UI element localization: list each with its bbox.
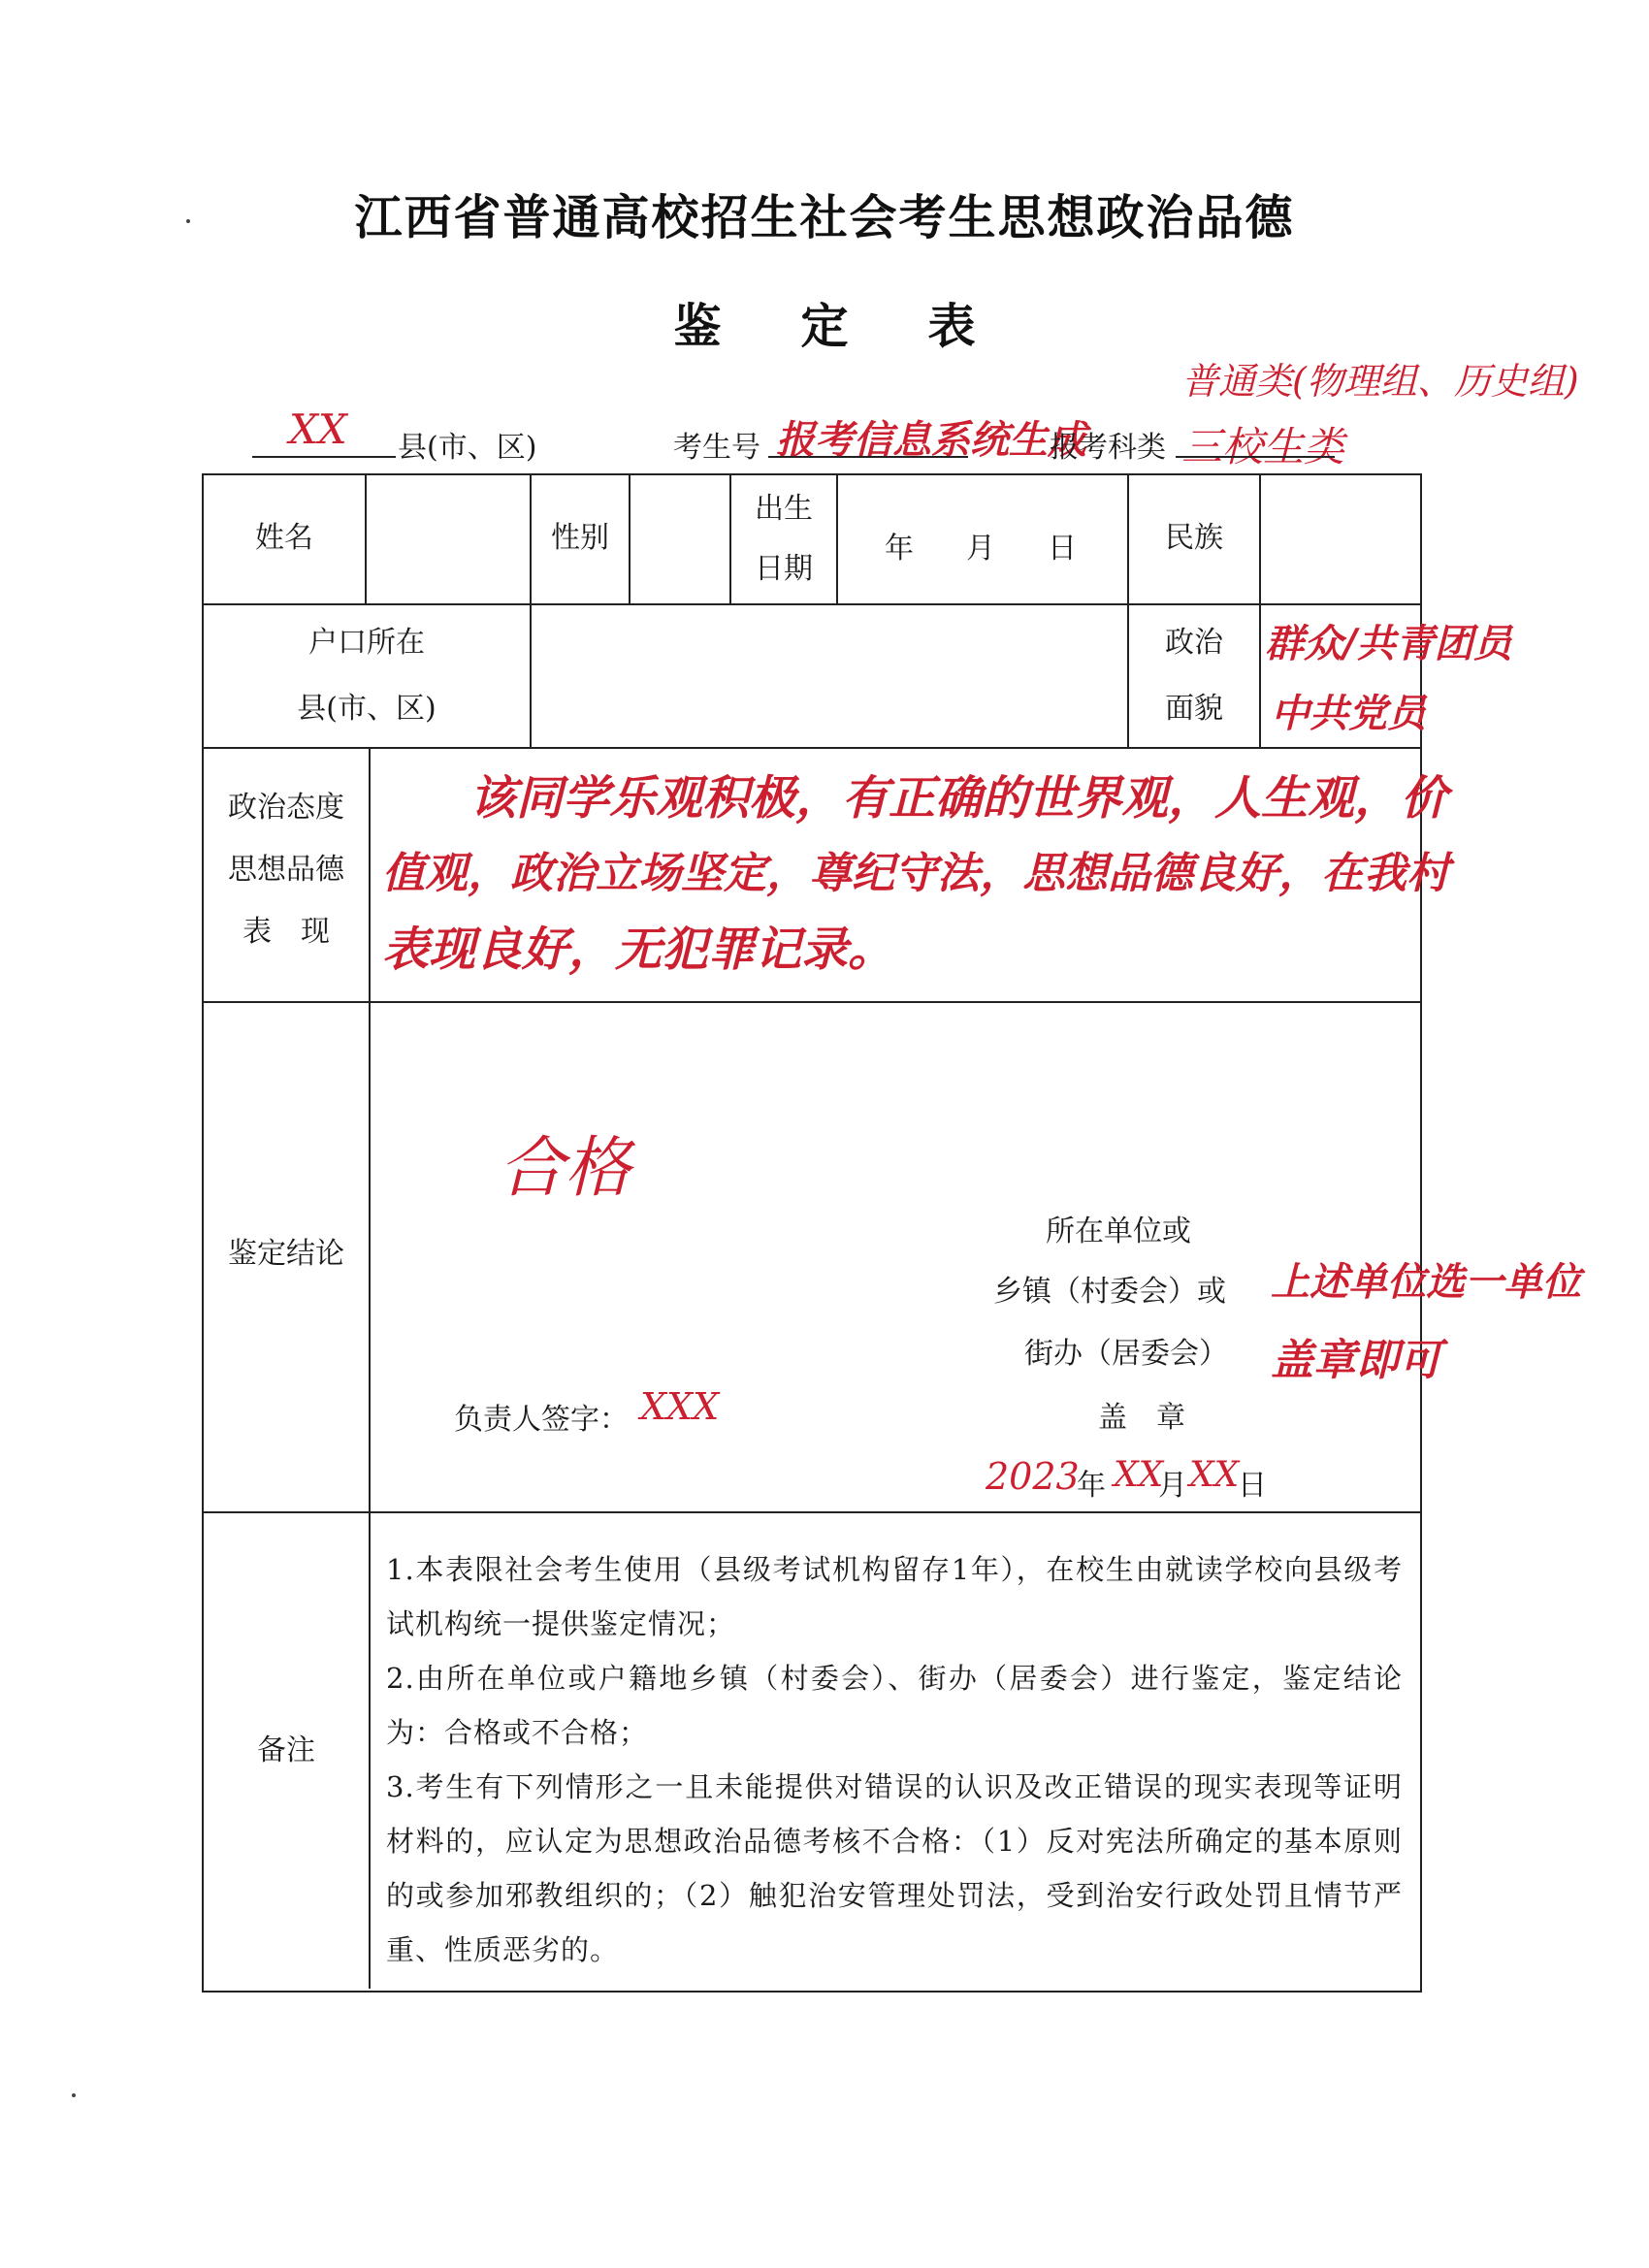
notes-list (386, 1542, 1403, 1977)
ethnicity-label: 民族 (1165, 521, 1223, 555)
conclusion-value: 合格 (499, 1130, 631, 1207)
category-value: 三校生类 (1181, 423, 1345, 470)
dob-label-2: 日期 (755, 552, 813, 586)
col-divider (369, 747, 371, 1989)
signer-value: XXX (640, 1385, 720, 1428)
category-label: 报考科类 (1050, 431, 1166, 465)
unit-line-4: 盖 章 (1098, 1401, 1185, 1435)
date-month-label: 月 (1158, 1469, 1187, 1503)
row-divider (202, 747, 1420, 749)
exam-no-underline (768, 456, 968, 458)
hukou-label-2: 县(市、区) (297, 692, 436, 726)
dob-year-label: 年 (885, 532, 914, 566)
row-divider (202, 1001, 1420, 1003)
row-divider (202, 1511, 1420, 1513)
unit-line-1: 所在单位或 (1046, 1215, 1191, 1248)
form-title: 江西省普通高校招生社会考生思想政治品德 (354, 190, 1295, 245)
category-underline (1176, 456, 1335, 458)
dob-month-label: 月 (966, 532, 995, 566)
exam-no-label: 考生号 (673, 431, 760, 465)
category-note: 普通类(物理组、历史组) (1181, 360, 1579, 403)
attitude-line-1: 该同学乐观积极，有正确的世界观，人生观，价 (469, 771, 1448, 826)
note-item: 2.由所在单位或户籍地乡镇（村委会）、街办（居委会）进行鉴定，鉴定结论为：合格或不合格； (386, 1662, 1403, 1749)
political-value-1: 群众/共青团员 (1265, 621, 1512, 666)
name-field[interactable] (367, 475, 530, 603)
attitude-line-2: 值观，政治立场坚定，尊纪守法，思想品德良好，在我村 (382, 849, 1449, 898)
unit-line-2: 乡镇（村委会）或 (993, 1275, 1226, 1309)
unit-note-1: 上述单位选一单位 (1271, 1259, 1581, 1305)
county-underline (252, 456, 396, 458)
unit-note-2: 盖章即可 (1271, 1336, 1441, 1385)
date-day: XX (1189, 1455, 1240, 1495)
date-day-label: 日 (1238, 1469, 1267, 1503)
notes-label: 备注 (257, 1733, 315, 1767)
gender-field[interactable] (630, 475, 729, 603)
note-item: 3.考生有下列情形之一且未能提供对错误的认识及改正错误的现实表现等证明材料的，应认定为思想政治品德考核不合格：（1）反对宪法所确定的基本原则的或参加邪教组织的；（2）触犯治安管理处罚法，受到治安行政处罚且情节严重、性质恶劣的。 (386, 1770, 1403, 1966)
conclusion-label: 鉴定结论 (228, 1237, 344, 1271)
hukou-label-1: 户口所在 (308, 626, 425, 660)
col-divider (1259, 603, 1261, 747)
county-label: 县(市、区) (398, 431, 537, 465)
attitude-line-3: 表现良好，无犯罪记录。 (382, 923, 895, 977)
signer-label: 负责人签字： (454, 1403, 629, 1437)
note-item: 1.本表限社会考生使用（县级考试机构留存1年），在校生由就读学校向县级考试机构统一提供鉴定情况； (386, 1553, 1403, 1640)
date-year-label: 年 (1077, 1469, 1106, 1503)
county-value: XX (289, 405, 347, 453)
date-month: XX (1114, 1455, 1164, 1495)
col-divider (836, 473, 838, 603)
name-label: 姓名 (255, 521, 313, 555)
date-year: 2023 (986, 1455, 1080, 1498)
hukou-field[interactable] (532, 605, 1127, 747)
dob-day-label: 日 (1048, 532, 1077, 566)
political-value-2: 中共党员 (1271, 691, 1426, 736)
political-label-2: 面貌 (1165, 692, 1223, 726)
ethnicity-field[interactable] (1261, 475, 1418, 603)
attitude-label-2: 思想品德 (228, 853, 344, 887)
gender-label: 性别 (551, 521, 609, 555)
attitude-label-1: 政治态度 (228, 791, 344, 825)
dob-label-1: 出生 (755, 492, 813, 526)
form-subtitle: 鉴定表 (673, 299, 1055, 354)
unit-line-3: 街办（居委会） (1024, 1337, 1228, 1371)
political-label-1: 政治 (1165, 626, 1223, 660)
scan-speck (72, 2093, 76, 2097)
attitude-label-3: 表 现 (242, 915, 330, 949)
exam-no-value: 报考信息系统生成 (776, 417, 1086, 463)
